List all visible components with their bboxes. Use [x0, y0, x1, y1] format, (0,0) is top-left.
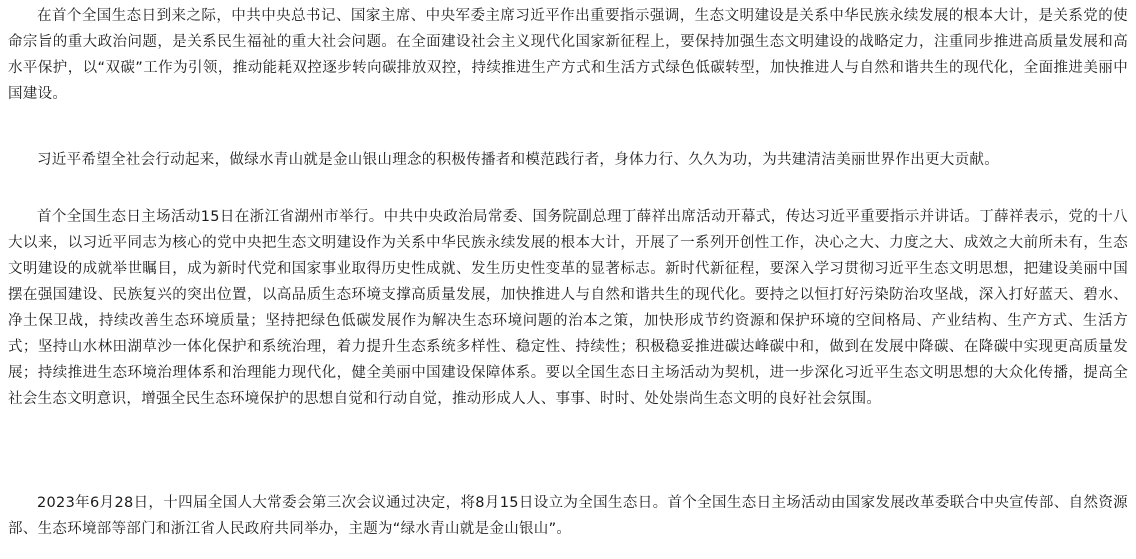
paragraph-2: 习近平希望全社会行动起来，做绿水青山就是金山银山理念的积极传播者和模范践行者，身体力行、久久为功，为共建清洁美丽世界作出更大贡献。: [37, 152, 999, 168]
paragraph-1: 在首个全国生态日到来之际，中共中央总书记、国家主席、中央军委主席习近平作出重要指示强调，生态文明建设是关系中华民族永续发展的根本大计，是关系党的使命宗旨的重大政治问题，是关系民生福祉的重大社会问题。在全面建设社会主义现代化国家新征程上，要保持加强生态文明建设的战略定力，注重同步推进高质量发展和高水平保护，以“双碳”工作为引领，推动能耗双控逐步转向碳排放双控，持续推进生产方式和生活方式绿色低碳转型，加快推进人与自然和谐共生的现代化，全面推进美丽中国建设。: [8, 8, 1128, 102]
paragraph-4: 2023年6月28日，十四届全国人大常委会第三次会议通过决定，将8月15日设立为全国生态日。首个全国生态日主场活动由国家发展改革委联合中央宣传部、自然资源部、生态环境部等部门和浙江省人民政府共同举办，主题为“绿水青山就是金山银山”。: [8, 495, 1128, 537]
paragraph-3: 首个全国生态日主场活动15日在浙江省湖州市举行。中共中央政治局常委、国务院副总理丁薛祥出席活动开幕式，传达习近平重要指示并讲话。丁薛祥表示，党的十八大以来，以习近平同志为核心的党中央把生态文明建设作为关系中华民族永续发展的根本大计，开展了一系列开创性工作，决心之大、力度之大、成效之大前所未有，生态文明建设的成就举世瞩目，成为新时代党和国家事业取得历史性成就、发生历史性变革的显著标志。新时代新征程，要深入学习贯彻习近平生态文明思想，把建设美丽中国摆在强国建设、民族复兴的突出位置，以高品质生态环境支撑高质量发展，加快推进人与自然和谐共生的现代化。要持之以恒打好污染防治攻坚战，深入打好蓝天、碧水、净土保卫战，持续改善生态环境质量；坚持把绿色低碳发展作为解决生态环境问题的治本之策，加快形成节约资源和保护环境的空间格局、产业结构、生产方式、生活方式；坚持山水林田湖草沙一体化保护和系统治理，着力提升生态系统多样性、稳定性、持续性；积极稳妥推进碳达峰碳中和，做到在发展中降碳、在降碳中实现更高质量发展；持续推进生态环境治理体系和治理能力现代化，健全美丽中国建设保障体系。要以全国生态日主场活动为契机，进一步深化习近平生态文明思想的大众化传播，提高全社会生态文明意识，增强全民生态环境保护的思想自觉和行动自觉，推动形成人人、事事、时时、处处崇尚生态文明的良好社会氛围。: [8, 209, 1128, 407]
